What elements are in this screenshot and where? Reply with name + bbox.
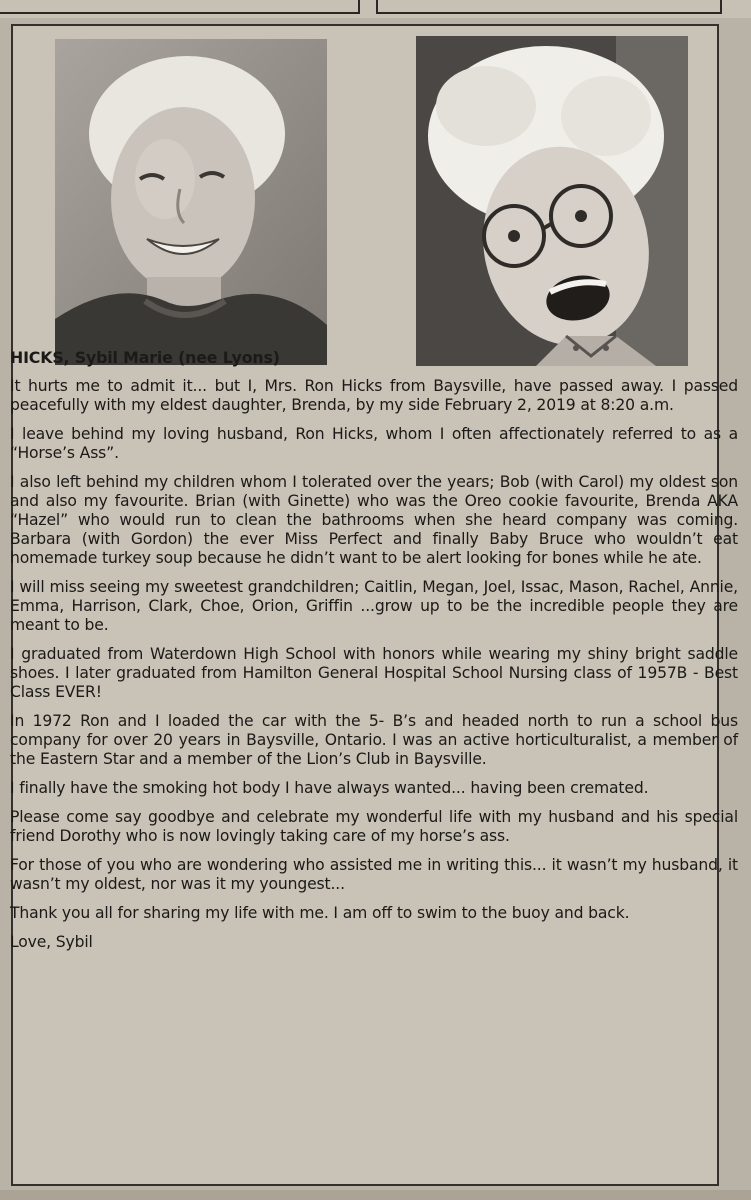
portrait-photo-funny-face [416,36,688,366]
obituary-intro: It hurts me to admit it... but I, Mrs. Ron Hicks from Baysville, have passed away. I passed peacefully with my eldest daughter, Brenda, by my side February 2, 2019 at 8:20 a.m. [10,377,738,414]
adjacent-column-box-left [0,0,360,14]
obituary-paragraph-education: I graduated from Waterdown High School with honors while wearing my shiny bright saddle shoes. I later graduated from Hamilton General Hospital School Nursing class of 1957B - Best Class EVER! [10,645,738,701]
portrait-photo-smiling [55,39,327,365]
obituary-paragraph-grandchildren: I will miss seeing my sweetest grandchildren; Caitlin, Megan, Joel, Issac, Mason, Rachel, Annie, Emma, Harrison, Clark, Choe, Orion, Griffin ...grow up to be the incredible people they are meant to be. [10,578,738,634]
obituary-name-heading: HICKS, Sybil Marie (nee Lyons) [10,348,280,367]
obituary-paragraph-thanks: Thank you all for sharing my life with me. I am off to swim to the buoy and back. [10,904,630,922]
obituary-paragraph-baysville: In 1972 Ron and I loaded the car with the 5- B’s and headed north to run a school bus company for over 20 years in Baysville, Ontario. I was an active horticulturalist, a member of the Eastern Star and a member of the Lion’s Club in Baysville. [10,712,738,768]
newspaper-bottom-strip [0,1190,751,1200]
obituary-paragraph-cremated: I finally have the smoking hot body I have always wanted... having been cremated. [10,779,649,797]
obituary-paragraph-husband: I leave behind my loving husband, Ron Hicks, whom I often affectionately referred to as a “Horse’s Ass”. [10,425,738,462]
obituary-paragraph-author: For those of you who are wondering who assisted me in writing this... it wasn’t my husband, it wasn’t my oldest, nor was it my youngest... [10,856,738,893]
obituary-signature: Love, Sybil [10,933,93,951]
obituary-paragraph-children: I also left behind my children whom I tolerated over the years; Bob (with Carol) my oldest son and also my favourite. Brian (with Ginette) who was the Oreo cookie favourite, Brenda AKA “Hazel” who would run to clean the bathrooms when she heard company was coming. Barbara (with Gordon) the ever Miss Perfect and finally Baby Bruce who wouldn’t eat homemade turkey soup because he didn’t want to be alert looking for bones while he ate. [10,473,738,567]
obituary-text [10,348,738,962]
adjacent-column-box-right [376,0,722,14]
obituary-paragraph-goodbye: Please come say goodbye and celebrate my wonderful life with my husband and his special friend Dorothy who is now lovingly taking care of my horse’s ass. [10,808,738,845]
